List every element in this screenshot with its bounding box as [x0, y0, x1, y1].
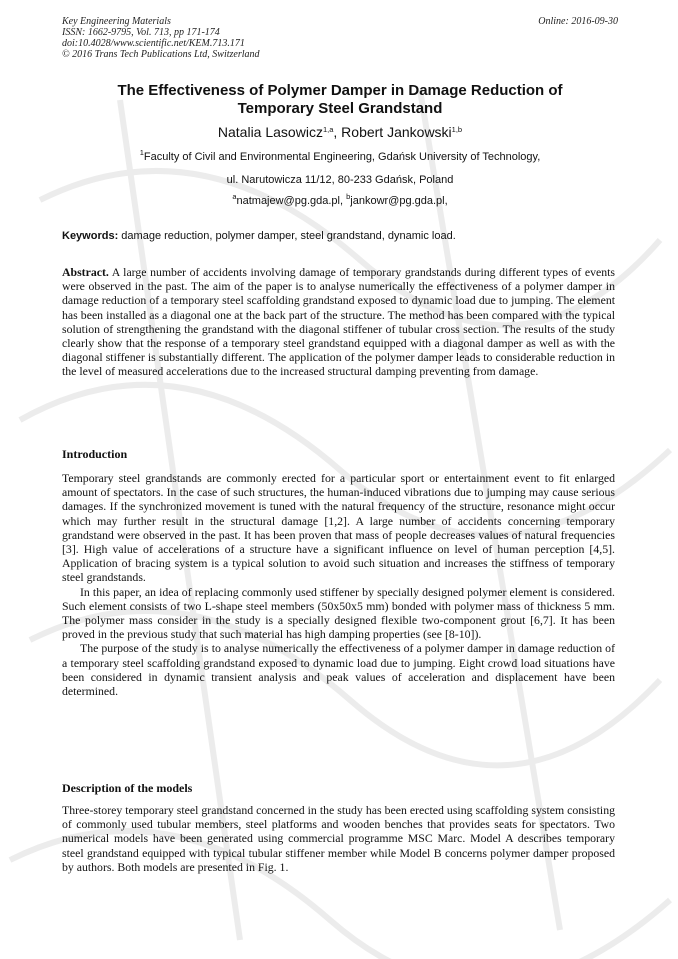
introduction-body — [62, 471, 615, 698]
email-line — [62, 192, 618, 207]
abstract-text: A large number of accidents involving damage of temporary grandstands during different types of events were observed in the past. The aim of the paper is to analyse numerically the effectiveness of a polymer damper in damage reduction of a temporary steel scaffolding grandstand exposed to dynamic load due to jumping. The element has been installed as a diagonal one at the back part of the structure. The method has been compared with the typical solution of strengthening the grandstand with the diagonal stiffener of tubular cross section. The results of the study clearly show that the response of a temporary steel grandstand equipped with a diagonal damper as well as with the diagonal stiffener is substantially different. The application of the polymer damper leads to considerable reduction in the level of measured accelerations due to the increased structural damping preventing from damage. — [62, 265, 615, 379]
introduction-paragraph-2: In this paper, an idea of replacing commonly used stiffener by specially designed polymer element is considered. Such element consists of two L-shape steel members (50x50x5 mm) bonded with polymer mass of thickness 5 mm. The polymer mass consider in the study is a specially designed flexible two-component grout [6,7]. It has been proved in the previous study that such material has high damping properties (see [8-10]). — [62, 584, 615, 642]
models-heading: Description of the models — [62, 781, 193, 795]
introduction-paragraph-3: The purpose of the study is to analyse numerically the effectiveness of a polymer damper in damage reduction of a temporary steel scaffolding grandstand exposed to dynamic load due to jumping. Eight crowd load situations have been considered in dynamic transient analysis and peak values of acceleration and displacement have been determined. — [62, 641, 615, 699]
models-paragraph-1: Three-storey temporary steel grandstand concerned in the study has been erected using scaffolding system consisting of commonly used tubular members, steel platforms and wooden benches that provides seats for spectators. Two numerical models have been generated using commercial programme MSC Marc. Model A describes temporary steel grandstand equipped with typical tubular stiffener member while Model B concerns polymer damper proposed by authors. Both models are presented in Fig. 1. — [62, 803, 615, 874]
email-a: natmajew@pg.gda.pl, — [236, 195, 347, 207]
journal-header — [62, 16, 618, 60]
affiliation-number: 1 — [139, 148, 144, 157]
introduction-heading: Introduction — [62, 447, 128, 461]
models-body — [62, 803, 615, 874]
title-line-2: Temporary Steel Grandstand — [237, 100, 443, 117]
email-b: jankowr@pg.gda.pl, — [350, 195, 448, 207]
author-2: Robert Jankowski — [341, 124, 452, 140]
doi-line: doi:10.4028/www.scientific.net/KEM.713.171 — [62, 38, 245, 49]
copyright-line: © 2016 Trans Tech Publications Ltd, Switzerland — [62, 49, 260, 60]
paper-title — [62, 82, 618, 118]
issn-line: ISSN: 1662-9795, Vol. 713, pp 171-174 — [62, 27, 220, 38]
author-separator: , — [333, 124, 342, 140]
online-date: Online: 2016-09-30 — [538, 16, 618, 27]
author-1: Natalia Lasowicz — [217, 124, 323, 140]
abstract — [62, 265, 615, 379]
abstract-label: Abstract. — [62, 265, 109, 279]
author-2-affiliation: 1,b — [451, 125, 463, 134]
author-1-affiliation: 1,a — [322, 125, 334, 134]
affiliation-line-1: $^1$Faculty of Civil and Environmental Engineering, Gdańsk University of Technology, — [139, 148, 541, 163]
introduction-paragraph-1: Temporary steel grandstands are commonly erected for a particular sport or entertainment event to fit enlarged amount of spectators. In the case of such structures, the human-induced vibrations due to jumping may cause serious damages. If the synchronized movement is tuned with the natural frequency of the structure, resonance might occur which may further result in the structural damage [1,2]. A large number of accidents concerning temporary grandstand were observed in the past. It has been proven that mass of people decreases values of natural frequencies [3]. High value of accelerations of a structure have a significant influence on level of human perception [4,5]. Application of bracing system is a typical solution to avoid such situation and increases the stiffness of temporary steel grandstands. — [62, 471, 615, 585]
author-list — [62, 124, 618, 140]
keywords — [62, 230, 618, 242]
keywords-text: damage reduction, polymer damper, steel grandstand, dynamic load. — [118, 230, 456, 242]
title-line-1: The Effectiveness of Polymer Damper in Damage Reduction of — [117, 82, 563, 99]
journal-name: Key Engineering Materials — [62, 16, 171, 27]
email-a-marker: a — [232, 192, 237, 201]
affiliation-line-2: ul. Narutowicza 11/12, 80-233 Gdańsk, Poland — [226, 174, 454, 186]
keywords-label: Keywords: — [62, 230, 119, 242]
email-b-marker: b — [346, 192, 351, 201]
